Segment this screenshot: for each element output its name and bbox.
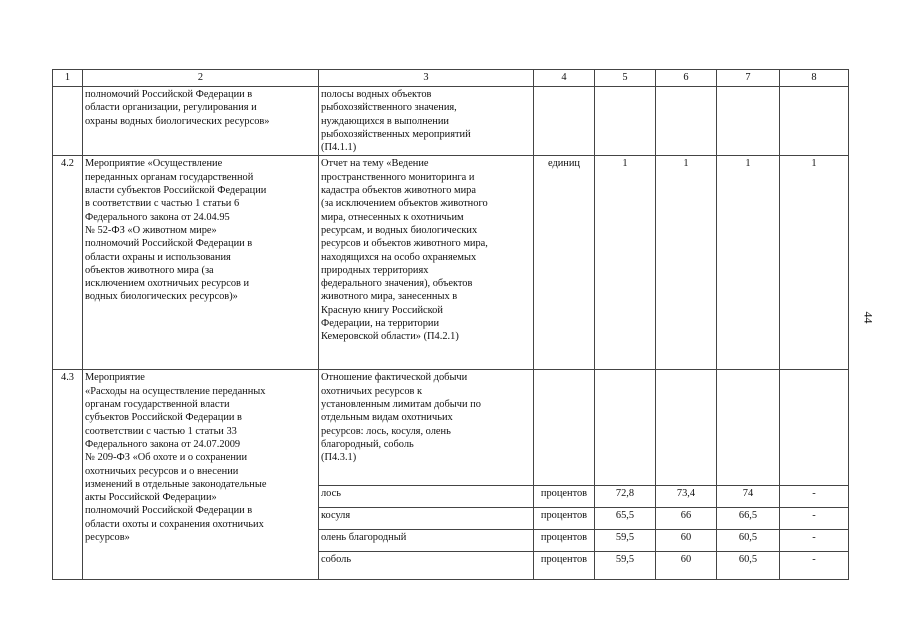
measure-text: Мероприятие «Осуществление переданных органам государственной власти субъектов Российской Федерации в соответствии с частью 1 статьи 6 Федерального закона от 24.04.95 № 52-ФЗ «О животном мире» полномочий Российской Федерации в области охраны и использования объектов животного мира (за исключением охотничьих ресурсов и водных биологических ресурсов)» xyxy=(83,156,319,370)
value-cell: 74 xyxy=(717,486,780,508)
value-cell: 60,5 xyxy=(717,530,780,552)
value-cell xyxy=(717,87,780,156)
unit-cell xyxy=(534,87,595,156)
table-row-continued xyxy=(53,87,849,156)
row-number: 4.3 xyxy=(53,370,83,580)
value-cell: 1 xyxy=(780,156,849,370)
header-cell-5: 5 xyxy=(595,70,656,87)
indicator-text: полосы водных объектов рыбохозяйственного значения, нуждающихся в выполнении рыбохозяйственных мероприятий (П4.1.1) xyxy=(319,87,534,156)
value-cell: 73,4 xyxy=(656,486,717,508)
value-cell: - xyxy=(780,508,849,530)
value-cell xyxy=(595,370,656,486)
item-name: соболь xyxy=(319,552,534,580)
value-cell: 1 xyxy=(717,156,780,370)
row-number: 4.2 xyxy=(53,156,83,370)
item-name: олень благородный xyxy=(319,530,534,552)
item-name: лось xyxy=(319,486,534,508)
unit-cell: процентов xyxy=(534,552,595,580)
measure-text: полномочий Российской Федерации в области организации, регулирования и охраны водных биологических ресурсов» xyxy=(83,87,319,156)
value-cell: 1 xyxy=(656,156,717,370)
page-number: 44 xyxy=(861,311,876,324)
value-cell xyxy=(780,87,849,156)
row-number xyxy=(53,87,83,156)
table-row-4-3 xyxy=(53,370,849,486)
value-cell: 66 xyxy=(656,508,717,530)
item-name: косуля xyxy=(319,508,534,530)
value-cell: 1 xyxy=(595,156,656,370)
value-cell: 60,5 xyxy=(717,552,780,580)
header-cell-1: 1 xyxy=(53,70,83,87)
table-row-4-2 xyxy=(53,156,849,370)
value-cell: 60 xyxy=(656,530,717,552)
value-cell: - xyxy=(780,530,849,552)
unit-cell: процентов xyxy=(534,530,595,552)
header-cell-3: 3 xyxy=(319,70,534,87)
value-cell: - xyxy=(780,552,849,580)
value-cell xyxy=(780,370,849,486)
header-cell-7: 7 xyxy=(717,70,780,87)
unit-cell: процентов xyxy=(534,486,595,508)
unit-cell xyxy=(534,370,595,486)
indicator-text: Отношение фактической добычи охотничьих ресурсов к установленным лимитам добычи по отдельным видам охотничьих ресурсов: лось, косуля, олень благородный, соболь (П4.3.1) xyxy=(319,370,534,486)
indicators-table xyxy=(52,69,849,580)
header-cell-8: 8 xyxy=(780,70,849,87)
value-cell: 59,5 xyxy=(595,530,656,552)
header-cell-6: 6 xyxy=(656,70,717,87)
value-cell: - xyxy=(780,486,849,508)
value-cell xyxy=(656,370,717,486)
value-cell: 66,5 xyxy=(717,508,780,530)
value-cell xyxy=(656,87,717,156)
unit-cell: процентов xyxy=(534,508,595,530)
unit-cell: единиц xyxy=(534,156,595,370)
header-cell-4: 4 xyxy=(534,70,595,87)
value-cell xyxy=(717,370,780,486)
value-cell: 72,8 xyxy=(595,486,656,508)
value-cell: 59,5 xyxy=(595,552,656,580)
value-cell: 60 xyxy=(656,552,717,580)
value-cell xyxy=(595,87,656,156)
indicator-text: Отчет на тему «Ведение пространственного мониторинга и кадастра объектов животного мира (за исключением объектов животного мира, отнесенных к охотничьим ресурсам, и водных биологических ресурсов и объектов животного мира, находящихся на особо охраняемых природных территориях федерального значения), объектов животного мира, занесенных в Красную книгу Российской Федерации, на территории Кемеровской области» (П4.2.1) xyxy=(319,156,534,370)
measure-text: Мероприятие «Расходы на осуществление переданных органам государственной власти субъектов Российской Федерации в соответствии с частью 1 статьи 33 Федерального закона от 24.07.2009 № 209-ФЗ «Об охоте и о сохранении охотничьих ресурсов и о внесении изменений в отдельные законодательные акты Российской Федерации» полномочий Российской Федерации в области охоты и сохранения охотничьих ресурсов» xyxy=(83,370,319,580)
value-cell: 65,5 xyxy=(595,508,656,530)
header-row xyxy=(53,70,849,87)
header-cell-2: 2 xyxy=(83,70,319,87)
